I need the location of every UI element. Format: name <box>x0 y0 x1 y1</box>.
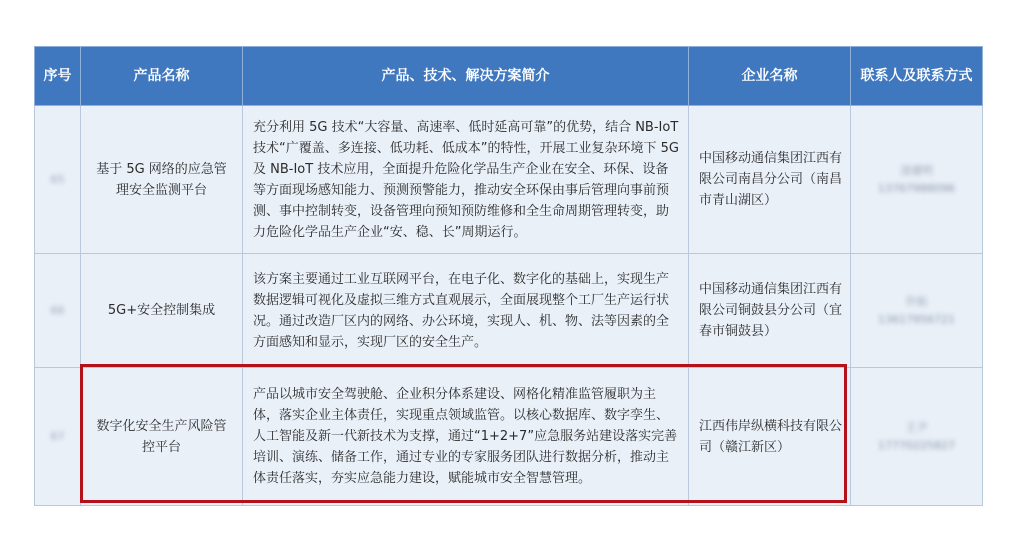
table-header-row <box>35 47 983 106</box>
header-contact: 联系人及联系方式 <box>851 47 983 106</box>
row-product-name: 基于 5G 网络的应急管理安全监测平台 <box>81 106 243 254</box>
row-seq: 65 <box>35 106 81 254</box>
row-contact <box>851 254 983 368</box>
contact-phone: 13767988096 <box>878 181 955 195</box>
row-seq: 67 <box>35 368 81 506</box>
row-product-name: 5G+安全控制集成 <box>81 254 243 368</box>
product-table <box>34 46 983 506</box>
row-contact <box>851 106 983 254</box>
table-row <box>35 368 983 506</box>
header-product-name: 产品名称 <box>81 47 243 106</box>
row-company: 中国移动通信集团江西有限公司铜鼓县分公司（宜春市铜鼓县） <box>689 254 851 368</box>
product-table-container <box>34 46 982 506</box>
row-product-name: 数字化安全生产风险管控平台 <box>81 368 243 506</box>
contact-name: 凌建明 <box>900 163 933 177</box>
header-seq: 序号 <box>35 47 81 106</box>
table-row <box>35 254 983 368</box>
table-row <box>35 106 983 254</box>
row-seq: 66 <box>35 254 81 368</box>
header-company: 企业名称 <box>689 47 851 106</box>
contact-name: 许拓 <box>905 294 928 308</box>
header-intro: 产品、技术、解决方案简介 <box>243 47 689 106</box>
row-intro: 充分利用 5G 技术“大容量、高速率、低时延高可靠”的优势，结合 NB-IoT 技术“广覆盖、多连接、低功耗、低成本”的特性，开展工业复杂环境下 5G 及 NB-IoT 技术应用，全面提升危险化学品生产企业在安全、环保、设备等方面现场感知能力、预测预警能力，推动安全环保由事后管理向事前预测、事中控制转变，设备管理向预知预防维修和全生命周期管理转变，助力危险化学品生产企业“安、稳、长”周期运行。 <box>243 106 689 254</box>
contact-name: 王尹 <box>905 420 928 434</box>
row-company: 中国移动通信集团江西有限公司南昌分公司（南昌市青山湖区） <box>689 106 851 254</box>
contact-phone: 17770225827 <box>878 438 955 452</box>
row-company: 江西伟岸纵横科技有限公司（赣江新区） <box>689 368 851 506</box>
row-intro: 产品以城市安全驾驶舱、企业积分体系建设、网格化精准监管履职为主体，落实企业主体责任，实现重点领域监管。以核心数据库、数字孪生、人工智能及新一代新技术为支撑，通过“1+2+7”应急服务站建设落实完善培训、演练、储备工作，通过专业的专家服务团队进行数据分析，推动主体责任落实，夯实应急能力建设，赋能城市安全智慧管理。 <box>243 368 689 506</box>
row-contact <box>851 368 983 506</box>
row-intro: 该方案主要通过工业互联网平台，在电子化、数字化的基础上，实现生产数据逻辑可视化及虚拟三维方式直观展示，全面展现整个工厂生产运行状况。通过改造厂区内的网络、办公环境，实现人、机、物、法等因素的全方面感知和显示，实现厂区的安全生产。 <box>243 254 689 368</box>
contact-phone: 13617956721 <box>878 312 955 326</box>
